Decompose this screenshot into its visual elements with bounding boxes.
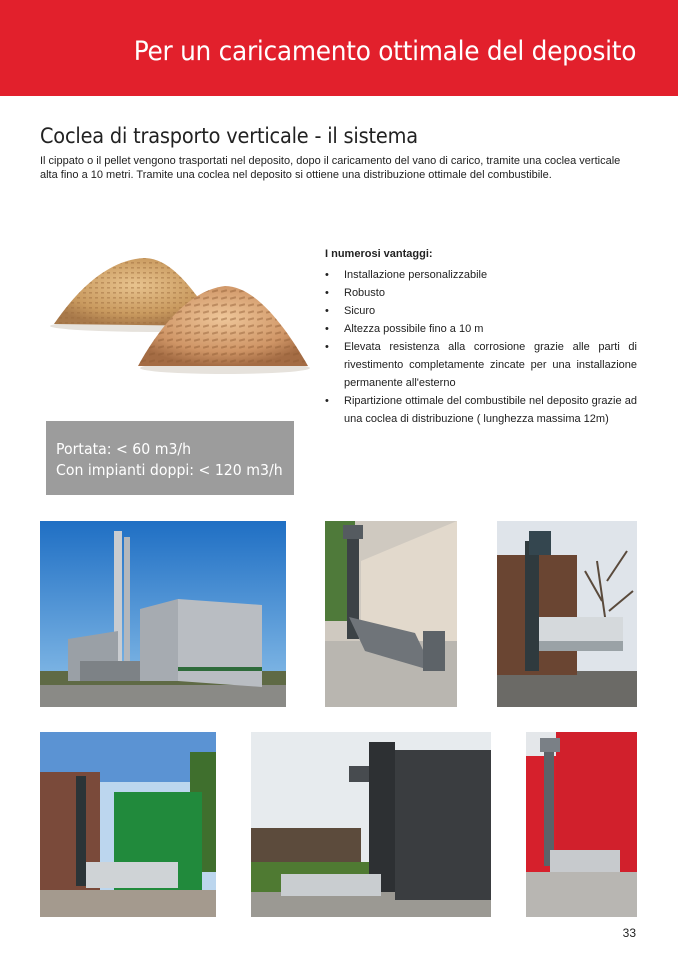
advantage-text: Altezza possibile fino a 10 m (344, 323, 484, 335)
advantages-list (325, 266, 637, 428)
banner-title: Per un caricamento ottimale del deposito (133, 36, 636, 67)
page-number: 33 (622, 926, 636, 940)
list-item (325, 266, 637, 284)
advantage-text: Sicuro (344, 305, 376, 317)
list-item (325, 302, 637, 320)
photo-dark-silo-auger (251, 732, 491, 917)
advantages-heading: I numerosi vantaggi: (325, 248, 433, 260)
bullet-icon: • (325, 341, 329, 353)
advantage-text: Ripartizione ottimale del combustibile nel deposito grazie ad una coclea di distribuzione ( lunghezza massima 12m) (344, 395, 637, 425)
photo-red-silo-auger (526, 732, 637, 917)
list-item (325, 320, 637, 338)
header-banner (0, 0, 678, 96)
bullet-icon: • (325, 269, 329, 281)
bullet-icon: • (325, 395, 329, 407)
list-item (325, 284, 637, 302)
advantage-text: Installazione personalizzabile (344, 269, 488, 281)
capacity-line: Portata: < 60 m3/h (56, 440, 192, 458)
advantage-text: Robusto (344, 287, 385, 299)
photo-auger-outdoor (497, 521, 637, 707)
pellet-woodchip-image (40, 246, 310, 376)
photo-green-silo (40, 732, 216, 917)
bullet-icon: • (325, 287, 329, 299)
photo-vertical-auger-wall (325, 521, 457, 707)
intro-paragraph: Il cippato o il pellet vengono trasportati nel deposito, dopo il caricamento del vano di carico, tramite una coclea verticale alta fino a 10 metri. Tramite una coclea nel deposito si ottiene una distribuzione ottimale del combustibile. (40, 155, 621, 181)
capacity-double-line: Con impianti doppi: < 120 m3/h (56, 461, 283, 479)
capacity-box (46, 421, 294, 495)
list-item (325, 338, 637, 392)
bullet-icon: • (325, 323, 329, 335)
section-title: Coclea di trasporto verticale - il sistema (40, 124, 418, 148)
photo-heating-plant (40, 521, 286, 707)
list-item (325, 392, 637, 428)
advantage-text: Elevata resistenza alla corrosione grazie alle parti di rivestimento completamente zincate per una installazione permanente all'esterno (344, 341, 637, 389)
bullet-icon: • (325, 305, 329, 317)
